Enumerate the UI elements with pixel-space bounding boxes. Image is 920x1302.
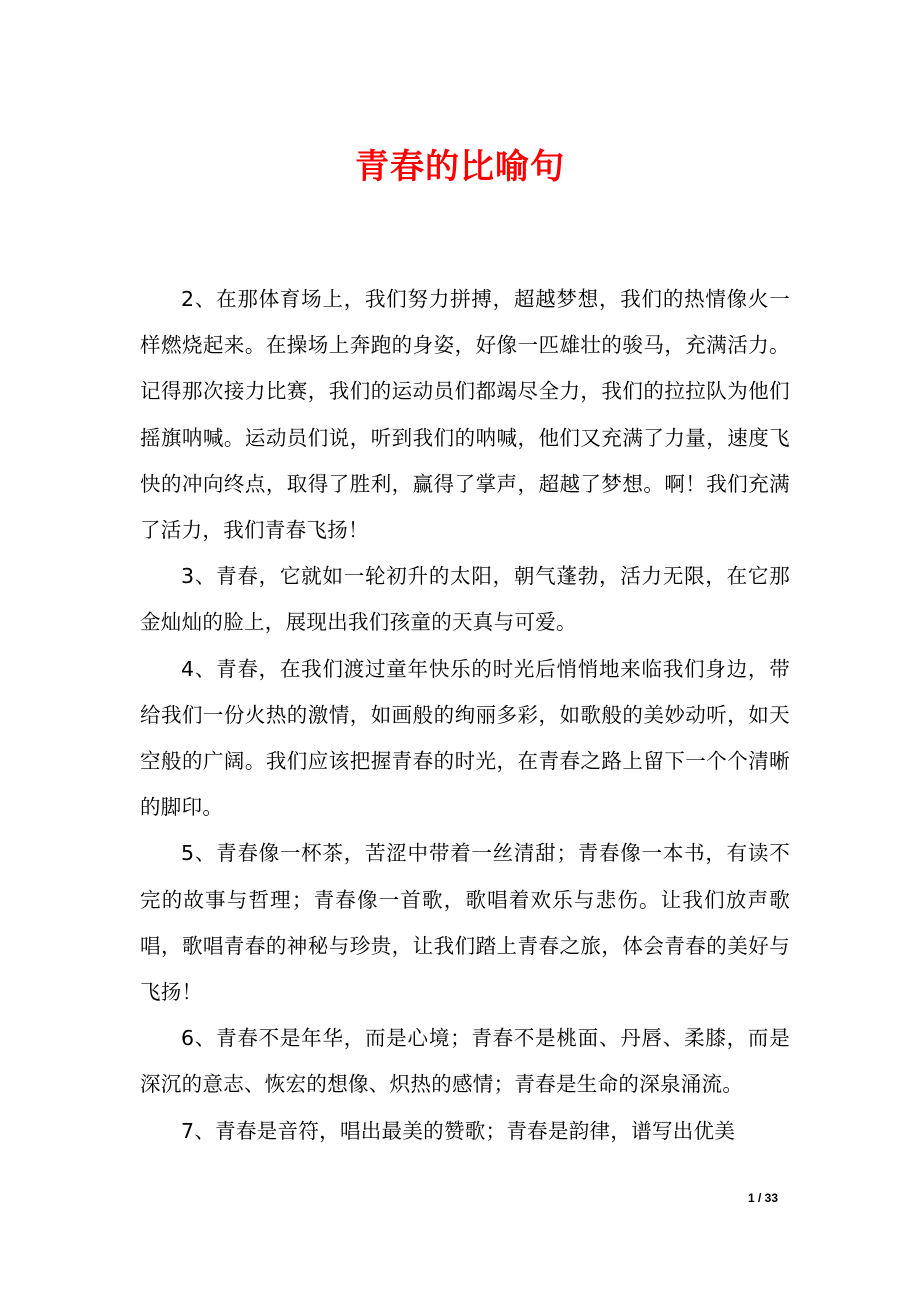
paragraph-7: 7、青春是音符，唱出最美的赞歌；青春是韵律，谱写出优美 [181, 1118, 736, 1143]
document-title: 青春的比喻句 [355, 147, 565, 187]
paragraph-3: 3、青春，它就如一轮初升的太阳，朝气蓬勃，活力无限，在它那金灿灿的脸上，展现出我们孩童的天真与可爱。 [140, 564, 790, 635]
paragraph-2: 2、在那体育场上，我们努力拼搏，超越梦想，我们的热情像火一样燃烧起来。在操场上奔跑的身姿，好像一匹雄壮的骏马，充满活力。记得那次接力比赛，我们的运动员们都竭尽全力，我们的拉拉队为他们摇旗呐喊。运动员们说，听到我们的呐喊，他们又充满了力量，速度飞快的冲向终点，取得了胜利，赢得了掌声，超越了梦想。啊！我们充满了活力，我们青春飞扬！ [140, 287, 790, 543]
document-body [140, 276, 790, 1154]
paragraph-5: 5、青春像一杯茶，苦涩中带着一丝清甜；青春像一本书，有读不完的故事与哲理；青春像一首歌，歌唱着欢乐与悲伤。让我们放声歌唱，歌唱青春的神秘与珍贵，让我们踏上青春之旅，体会青春的美好与飞扬！ [140, 841, 790, 1005]
paragraph-4: 4、青春，在我们渡过童年快乐的时光后悄悄地来临我们身边，带给我们一份火热的激情，如画般的绚丽多彩，如歌般的美妙动听，如天空般的广阔。我们应该把握青春的时光，在青春之路上留下一个个清晰的脚印。 [140, 656, 790, 820]
page-number: 1 / 33 [747, 1191, 778, 1205]
paragraph-6: 6、青春不是年华，而是心境；青春不是桃面、丹唇、柔膝，而是深沉的意志、恢宏的想像、炽热的感情；青春是生命的深泉涌流。 [140, 1026, 790, 1097]
